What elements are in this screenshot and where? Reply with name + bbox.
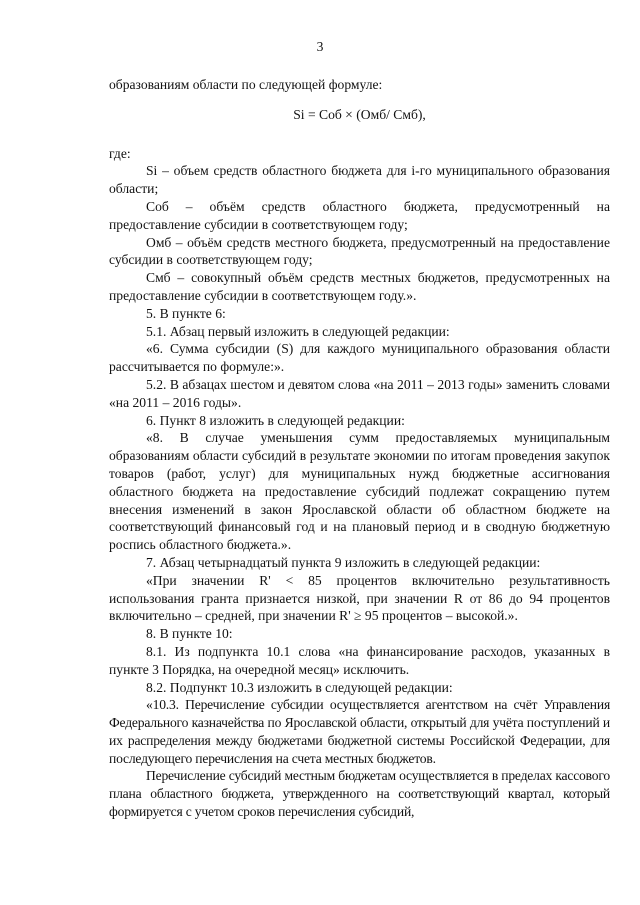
formula: Si = Соб × (Омб/ Смб), [293,106,426,122]
paragraph: Смб – совокупный объём средств местных бюджетов, предусмотренных на предоставление субсидии в соответствующем году.». [109,270,610,303]
page-number: 3 [316,39,324,54]
paragraph: «При значении R' < 85 процентов включительно результативность использования гранта признается низкой, при значении R от 86 до 94 процентов включительно – средней, при значении R' ≥ 95 процентов – высокой.». [109,572,610,624]
paragraph: 5. В пункте 6: [146,305,226,321]
paragraph: 6. Пункт 8 изложить в следующей редакции: [146,412,405,428]
paragraph: 5.2. В абзацах шестом и девятом слова «на 2011 – 2013 годы» заменить словами «на 2011 – 2016 годы». [109,376,610,410]
paragraph: Соб – объём средств областного бюджета, предусмотренный на предоставление субсидии в соответствующем году; [109,198,610,232]
document-body [109,76,610,821]
paragraph: где: [109,145,131,161]
paragraph: 8. В пункте 10: [146,626,233,642]
paragraph: 7. Абзац четырнадцатый пункта 9 изложить в следующей редакции: [146,554,541,570]
paragraph: Омб – объём средств местного бюджета, предусмотренный на предоставление субсидии в соответствующем году; [109,234,610,268]
paragraph: Перечисление субсидий местным бюджетам осуществляется в пределах кассового плана областного бюджета, утвержденного на соответствующий квартал, который формируется с учетом сроков перечисления субсидий, [109,768,610,820]
paragraph: Si – объем средств областного бюджета для i-го муниципального образования области; [109,163,610,197]
paragraph: «8. В случае уменьшения сумм предоставляемых муниципальным образованиям области субсидий в результате экономии по итогам проведения закупок товаров (работ, услуг) для муниципальных нужд бюджетные ассигнования областного бюджета на предоставление субсидий подлежат сокращению путем внесения изменений в закон Ярославской области об областном бюджете на соответствующий финансовый год и на плановый период и в сводную бюджетную роспись областного бюджета.». [109,430,610,553]
paragraph: 8.1. Из подпункта 10.1 слова «на финансирование расходов, указанных в пункте 3 Порядка, на очередной месяц» исключить. [109,643,610,677]
paragraph: «6. Сумма субсидии (S) для каждого муниципального образования области рассчитывается по формуле:». [109,341,610,375]
paragraph: 5.1. Абзац первый изложить в следующей редакции: [146,323,450,339]
paragraph: образованиям области по следующей формуле: [109,77,383,92]
paragraph: «10.3. Перечисление субсидии осуществляется агентством на счёт Управления Федерального казначейства по Ярославской области, открытый для учёта поступлений и их распределения между бюджетами бюджетной системы Российской Федерации, для последующего перечисления на счета местных бюджетов. [109,697,610,766]
paragraph: 8.2. Подпункт 10.3 изложить в следующей редакции: [146,679,453,695]
